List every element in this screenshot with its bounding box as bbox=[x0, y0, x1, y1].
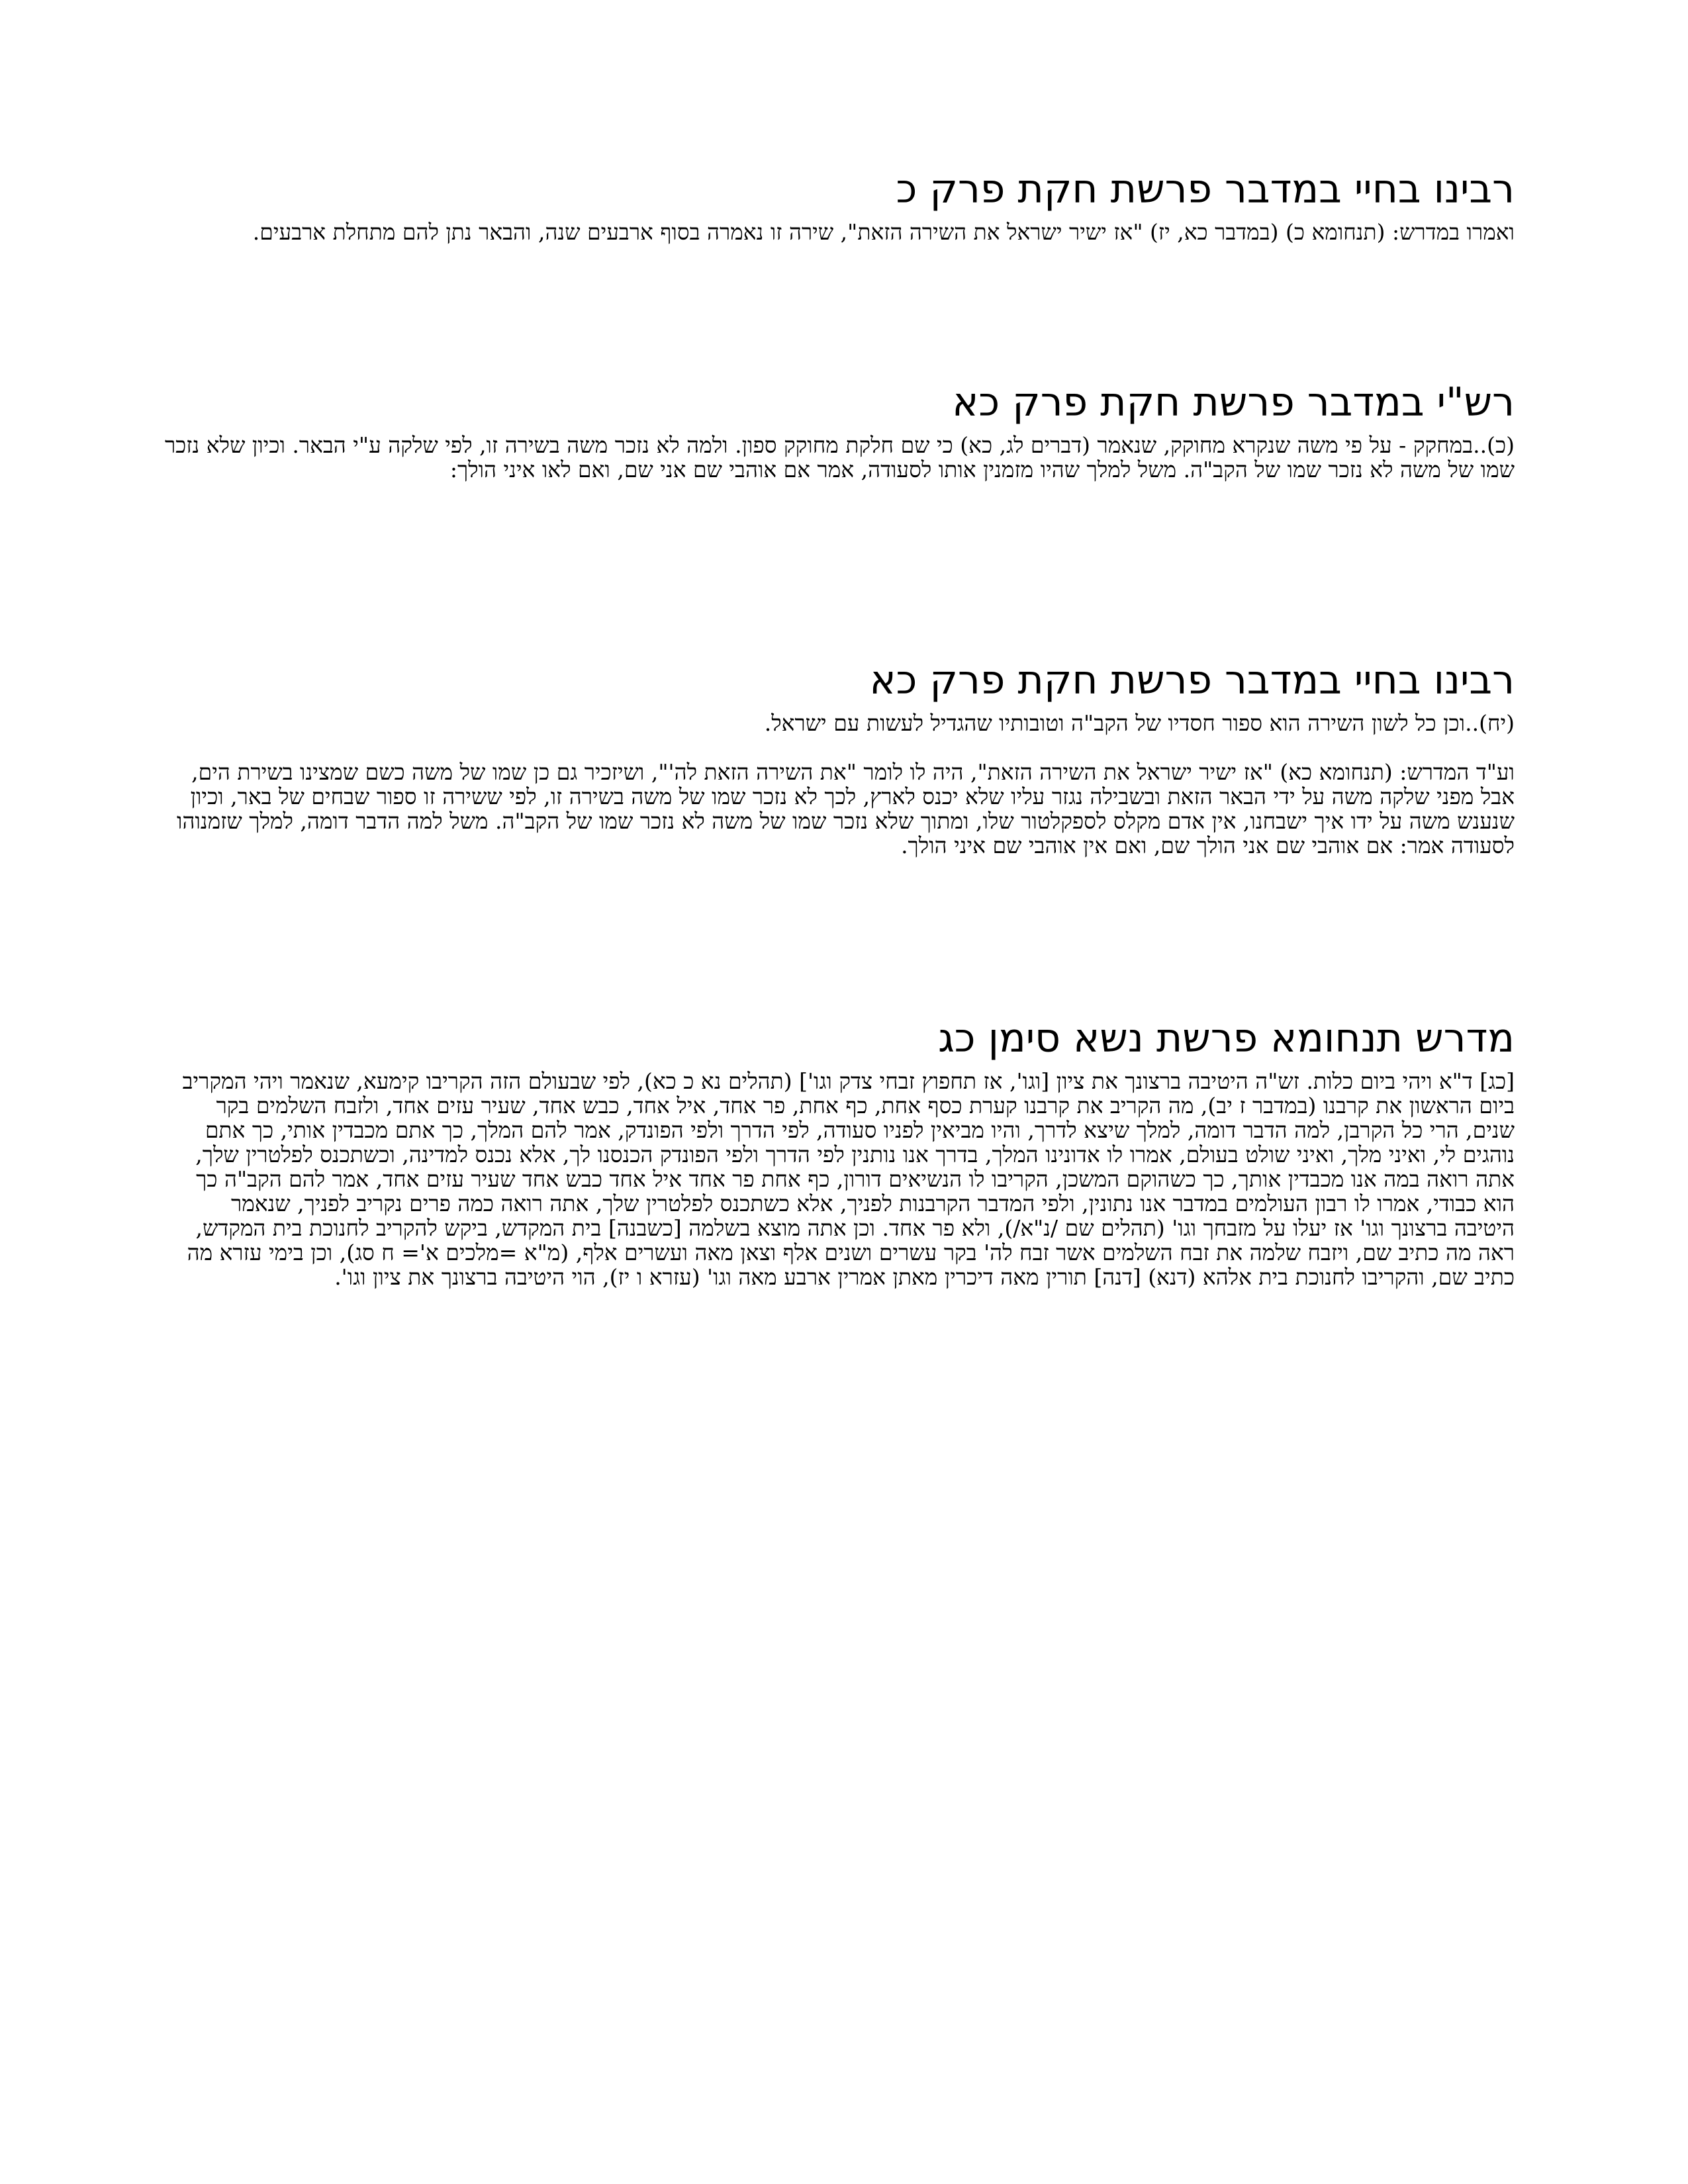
section-rashi-chukat-21 bbox=[164, 376, 1515, 482]
section-title: רבינו בחיי במדבר פרשת חקת פרק כא bbox=[869, 657, 1515, 704]
paragraph: וע"ד המדרש: (תנחומא כא) "אז ישיר ישראל את השירה הזאת", היה לו לומר "את השירה הזאת לה'", ושיזכיר גם כן שמו של משה כשם שמצינו בשירת הים, אבל מפני שלקה משה על ידי הבאר הזאת ובשבילה נגזר עליו שלא יכנס לארץ, לכך לא נזכר שמו של משה בשירה זו, לפי ששירה זו ספור שבחים של באר, וכיון שנענש משה על ידו איך ישבחנו, אין אדם מקלס לספקלטור שלו, ומתוך שלא נזכר שמו של משה לא נזכר שמו של הקב"ה. משל למה הדבר דומה, למלך שזמנוהו לסעודה אמר: אם אוהבי שם אני הולך שם, ואם אין אוהבי שם איני הולך. bbox=[177, 759, 1515, 858]
section-title: רש"י במדבר פרשת חקת פרק כא bbox=[952, 379, 1515, 426]
section-body bbox=[164, 1069, 1515, 1289]
section-rabbeinu-bachya-chukat-21 bbox=[164, 654, 1515, 858]
paragraph: ואמרו במדרש: (תנחומא כ) (במדבר כא, יז) "אז ישיר ישראל את השירה הזאת", שירה זו נאמרה בסוף ארבעים שנה, והבאר נתן להם מתחלת ארבעים. bbox=[252, 219, 1515, 245]
section-body bbox=[164, 220, 1515, 244]
paragraph: [כג] ד"א ויהי ביום כלות. זש"ה היטיבה ברצונך את ציון [וגו', אז תחפוץ זבחי צדק וגו'] (תהלים נא כ כא), לפי שבעולם הזה הקריבו קימעא, שנאמר ויהי המקריב ביום הראשון את קרבנו (במדבר ז יב), מה הקריב את קרבנו קערת כסף אחת, כף אחת, פר אחד, איל אחד, כבש אחד, שעיר עזים אחד, ולזבח השלמים בקר שנים, הרי כל הקרבן, למה הדבר דומה, למלך שיצא לדרך, והיו מביאין לפניו סעודה, לפי הדרך ולפי הפונדק, אמר להם המלך, כך אתם מכבדין אותי, כך אתם נוהגים לי, ואיני מלך, ואיני שולט בעולם, אמרו לו אדונינו המלך, בדרך אנו נותנין לפי הדרך ולפי הפונדק הכנסנו לך, אלא נכנס למדינה, וכשתכנס לפלטרין שלך, אתה רואה במה אנו מכבדין אותך, כך כשהוקם המשכן, הקריבו לו הנשיאים דורון, כף אחת פר אחד איל אחד כבש אחד שעיר עזים אחד, אמר להם הקב"ה כך הוא כבודי, אמרו לו רבון העולמים במדבר אנו נתונין, ולפי המדבר הקרבנות לפניך, אלא כשתכנס לפלטרין שלך, אתה רואה כמה פרים נקריב לפניך, שנאמר היטיבה ברצונך וגו' אז יעלו על מזבחך וגו' (תהלים שם /נ"א/), ולא פר אחד. וכן אתה מוצא בשלמה [כשבנה] בית המקדש, ביקש להקריב לחנוכת בית המקדש, ראה מה כתיב שם, ויזבח שלמה את זבח השלמים אשר זבח לה' בקר עשרים ושנים אלף וצאן מאה ועשרים אלף, (מ"א =מלכים א'= ח סג), וכן בימי עזרא מה כתיב שם, והקריבו לחנוכת בית אלהא (דנא) [דנה] תורין מאה דיכרין מאתן אמרין ארבע מאה וגו' (עזרא ו יז), הוי היטיבה ברצונך את ציון וגו'. bbox=[182, 1068, 1515, 1290]
section-rabbeinu-bachya-chukat-20 bbox=[164, 163, 1515, 244]
paragraph: (יח)..וכן כל לשון השירה הוא ספור חסדיו של הקב"ה וטובותיו שהגדיל לעשות עם ישראל. bbox=[764, 710, 1515, 736]
paragraph: (כ)..במחקק - על פי משה שנקרא מחוקק, שנאמר (דברים לג, כא) כי שם חלקת מחוקק ספון. ולמה לא נזכר משה בשירה זו, לפי שלקה ע"י הבאר. וכיון שלא נזכר שמו של משה לא נזכר שמו של הקב"ה. משל למלך שהיו מזמנין אותו לסעודה, אמר אם אוהבי שם אני שם, ואם לאו איני הולך: bbox=[164, 432, 1515, 482]
section-midrash-tanchuma-naso-23 bbox=[164, 1012, 1515, 1289]
section-body bbox=[164, 433, 1515, 482]
section-title: מדרש תנחומא פרשת נשא סימן כג bbox=[938, 1015, 1515, 1062]
section-body bbox=[164, 711, 1515, 858]
section-title: רבינו בחיי במדבר פרשת חקת פרק כ bbox=[896, 166, 1515, 212]
